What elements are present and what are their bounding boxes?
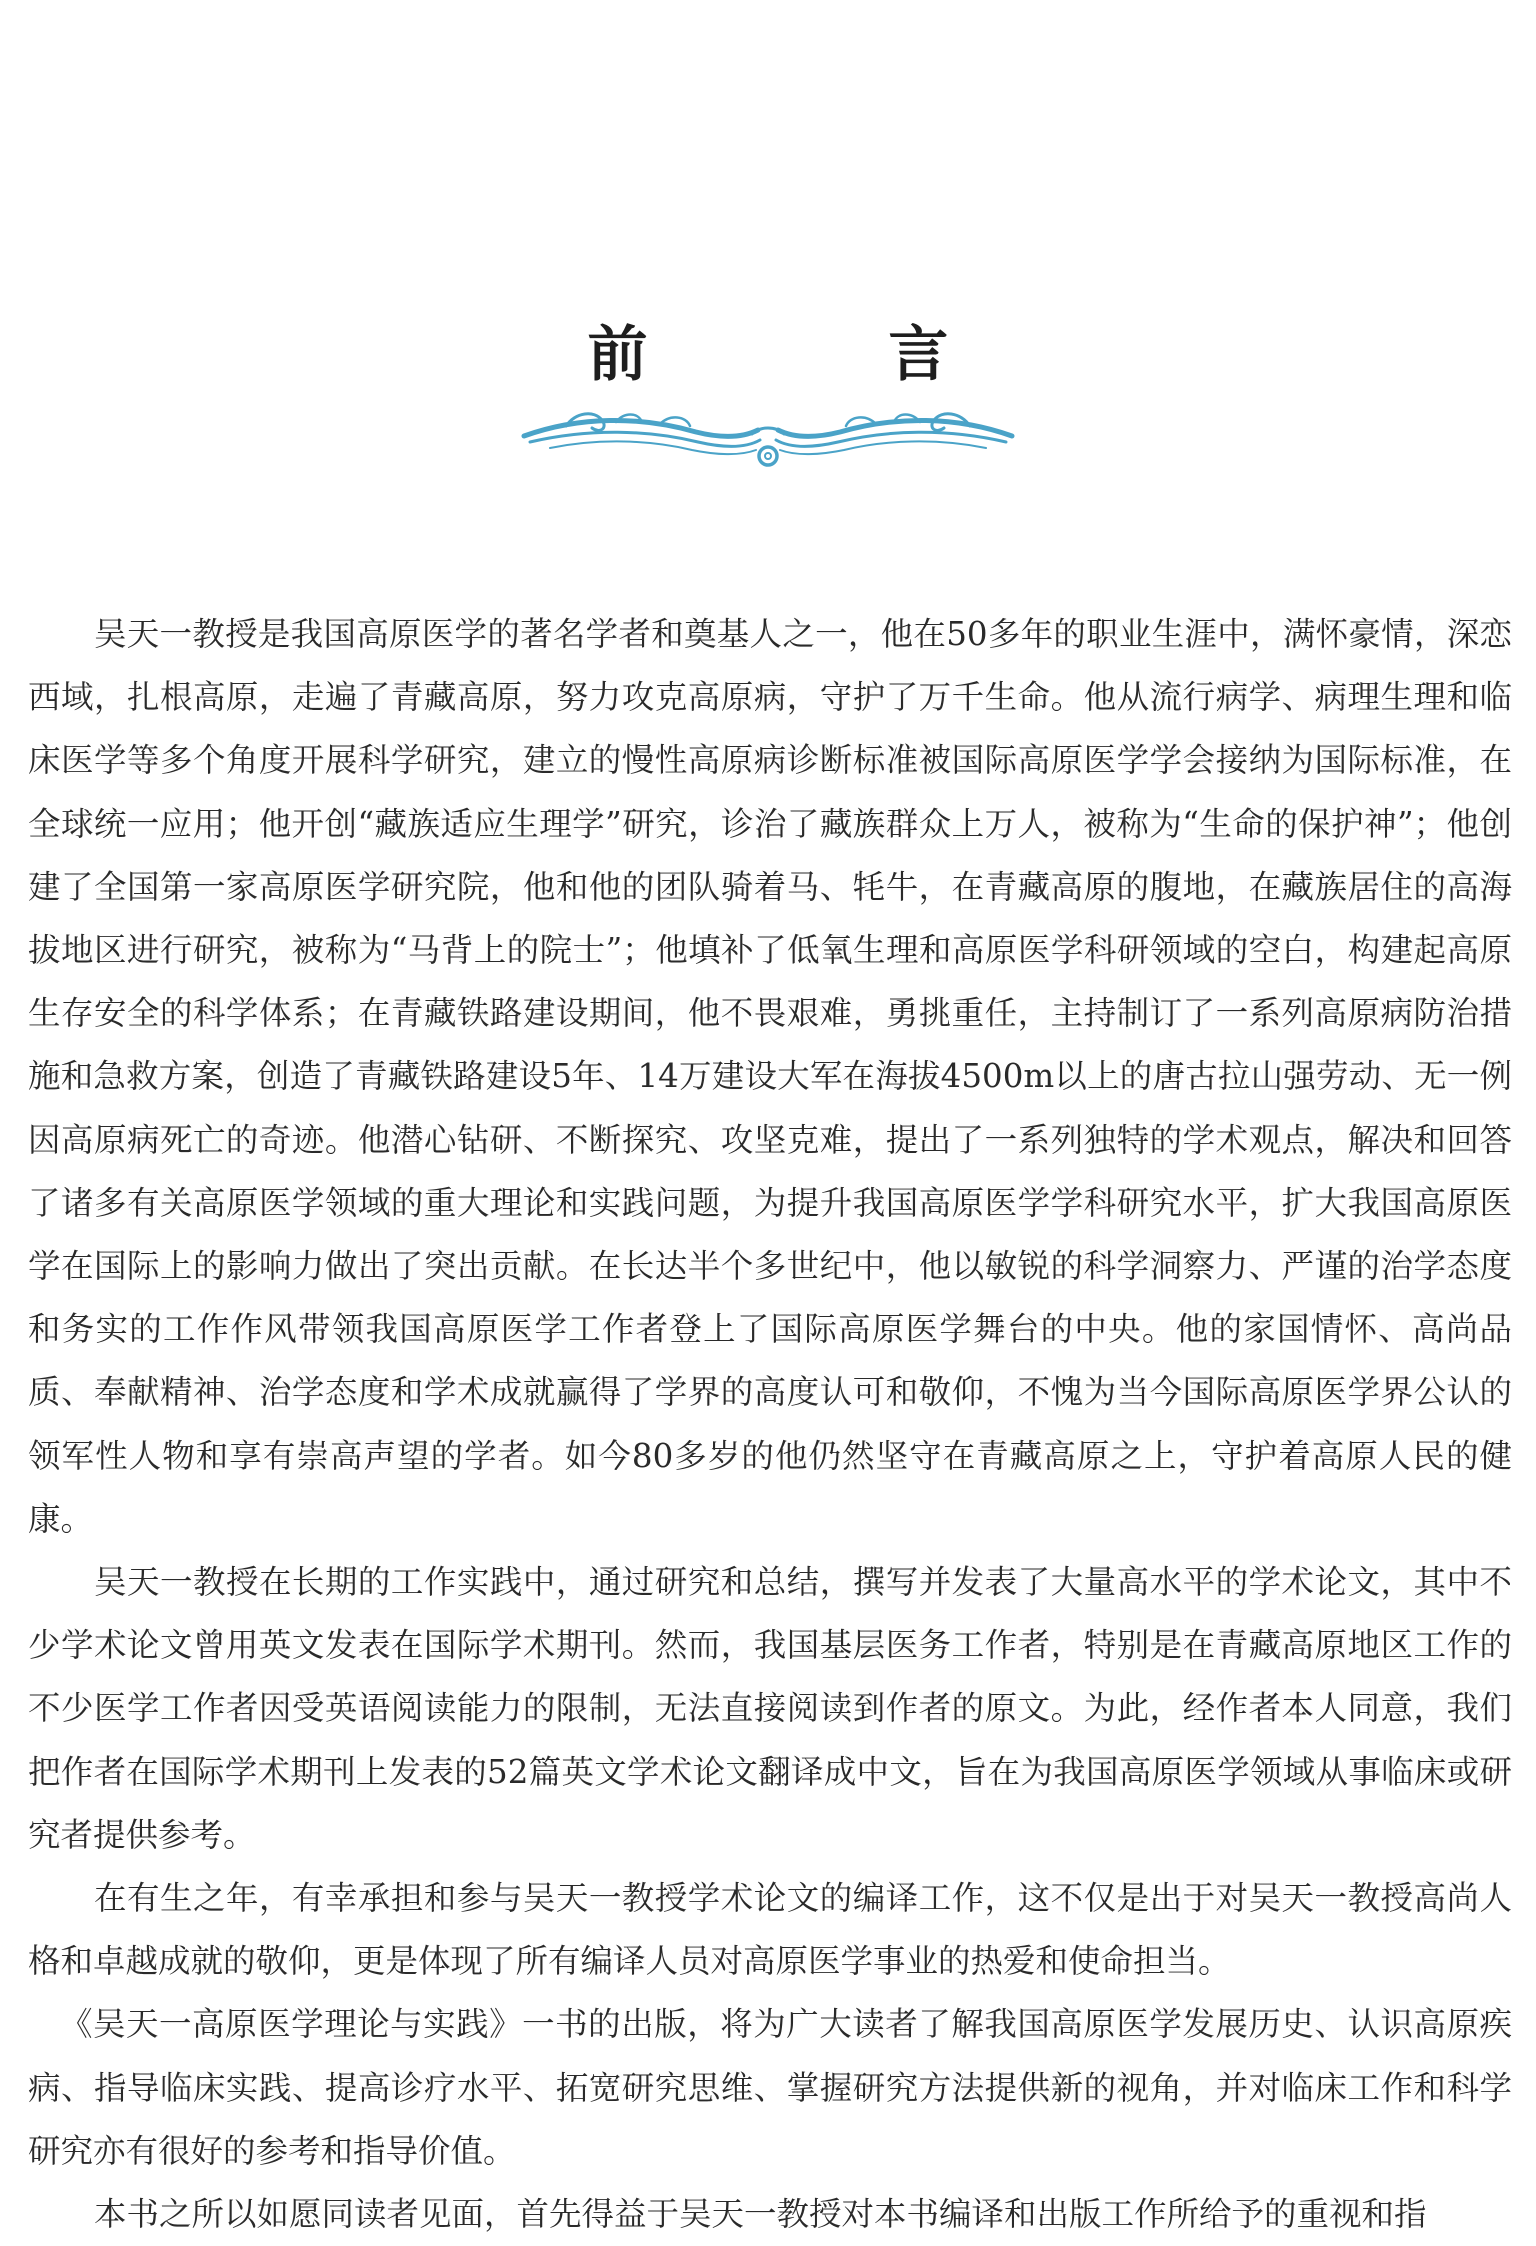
- ornament-divider: [520, 404, 1016, 470]
- paragraph-1: 吴天一教授是我国高原医学的著名学者和奠基人之一，他在50多年的职业生涯中，满怀豪情，深恋西域，扎根高原，走遍了青藏高原，努力攻克高原病，守护了万千生命。他从流行病学、病理生理和临床医学等多个角度开展科学研究，建立的慢性高原病诊断标准被国际高原医学学会接纳为国际标准，在全球统一应用；他开创“藏族适应生理学”研究，诊治了藏族群众上万人，被称为“生命的保护神”；他创建了全国第一家高原医学研究院，他和他的团队骑着马、牦牛，在青藏高原的腹地，在藏族居住的高海拔地区进行研究，被称为“马背上的院士”；他填补了低氧生理和高原医学科研领域的空白，构建起高原生存安全的科学体系；在青藏铁路建设期间，他不畏艰难，勇挑重任，主持制订了一系列高原病防治措施和急救方案，创造了青藏铁路建设5年、14万建设大军在海拔4500m以上的唐古拉山强劳动、无一例因高原病死亡的奇迹。他潜心钻研、不断探究、攻坚克难，提出了一系列独特的学术观点，解决和回答了诸多有关高原医学领域的重大理论和实践问题，为提升我国高原医学学科研究水平，扩大我国高原医学在国际上的影响力做出了突出贡献。在长达半个多世纪中，他以敏锐的科学洞察力、严谨的治学态度和务实的工作作风带领我国高原医学工作者登上了国际高原医学舞台的中央。他的家国情怀、高尚品质、奉献精神、治学态度和学术成就赢得了学界的高度认可和敬仰，不愧为当今国际高原医学界公认的领军性人物和享有崇高声望的学者。如今80多岁的他仍然坚守在青藏高原之上，守护着高原人民的健康。: [28, 615, 1512, 1538]
- paragraph-2: 吴天一教授在长期的工作实践中，通过研究和总结，撰写并发表了大量高水平的学术论文，其中不少学术论文曾用英文发表在国际学术期刊。然而，我国基层医务工作者，特别是在青藏高原地区工作的不少医学工作者因受英语阅读能力的限制，无法直接阅读到作者的原文。为此，经作者本人同意，我们把作者在国际学术期刊上发表的52篇英文学术论文翻译成中文，旨在为我国高原医学领域从事临床或研究者提供参考。: [28, 1563, 1512, 1854]
- preface-body: [28, 603, 1512, 2246]
- paragraph-5: 本书之所以如愿同读者见面，首先得益于吴天一教授对本书编译和出版工作所给予的重视和指: [94, 2195, 1427, 2234]
- paragraph-3: 在有生之年，有幸承担和参与吴天一教授学术论文的编译工作，这不仅是出于对吴天一教授高尚人格和卓越成就的敬仰，更是体现了所有编译人员对高原医学事业的热爱和使命担当。: [28, 1879, 1512, 1981]
- page-title: 前 言: [587, 320, 1059, 390]
- paragraph-4: 《吴天一高原医学理论与实践》一书的出版，将为广大读者了解我国高原医学发展历史、认识高原疾病、指导临床实践、提高诊疗水平、拓宽研究思维、掌握研究方法提供新的视角，并对临床工作和科学研究亦有很好的参考和指导价值。: [28, 2005, 1512, 2170]
